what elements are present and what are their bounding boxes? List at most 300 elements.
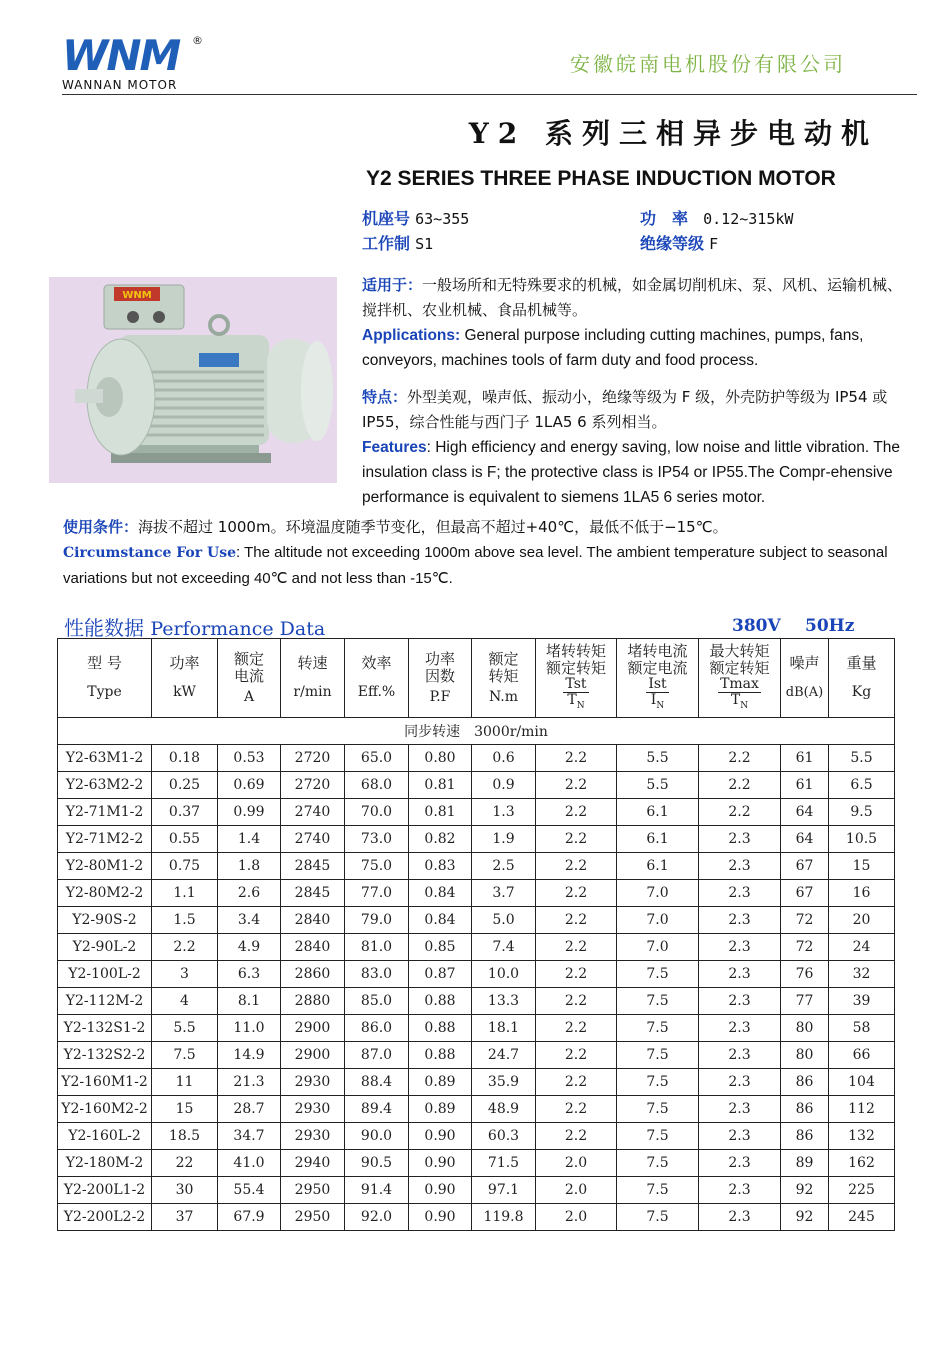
- table-header-row: [58, 639, 895, 718]
- cell-weight: 6.5: [829, 772, 895, 799]
- cell-noise: 80: [781, 1015, 829, 1042]
- cell-power: 0.18: [152, 745, 218, 772]
- col-tst-ratio: [563, 677, 588, 714]
- cell-pf: 0.90: [409, 1150, 472, 1177]
- cell-speed: 2950: [281, 1177, 345, 1204]
- cell-power: 0.55: [152, 826, 218, 853]
- cell-tmax: 2.2: [699, 772, 781, 799]
- cell-speed: 2840: [281, 907, 345, 934]
- cell-eff: 85.0: [345, 988, 409, 1015]
- table-row: [58, 907, 895, 934]
- cell-pf: 0.88: [409, 1042, 472, 1069]
- cell-speed: 2845: [281, 853, 345, 880]
- cell-torque: 60.3: [472, 1123, 536, 1150]
- cell-weight: 9.5: [829, 799, 895, 826]
- cell-type: Y2-63M1-2: [58, 745, 152, 772]
- spec-frame-value: 63~355: [415, 210, 470, 228]
- circumstance-en: [63, 540, 908, 591]
- cell-type: Y2-160M2-2: [58, 1096, 152, 1123]
- col-tst-cn: 堵转转矩额定转矩: [545, 641, 606, 677]
- table-row: [58, 745, 895, 772]
- cell-tst: 2.2: [536, 907, 617, 934]
- cell-eff: 91.4: [345, 1177, 409, 1204]
- col-tmax-den-letter: T: [730, 691, 741, 708]
- cell-tst: 2.2: [536, 745, 617, 772]
- col-torque-en: N.m: [488, 688, 519, 705]
- page-title-en: Y2 SERIES THREE PHASE INDUCTION MOTOR: [366, 167, 836, 190]
- cell-torque: 1.9: [472, 826, 536, 853]
- cell-ist: 7.5: [617, 1015, 699, 1042]
- cell-type: Y2-200L1-2: [58, 1177, 152, 1204]
- cell-power: 18.5: [152, 1123, 218, 1150]
- cell-pf: 0.90: [409, 1123, 472, 1150]
- cell-noise: 67: [781, 880, 829, 907]
- brand-logo: [62, 31, 212, 92]
- cell-tst: 2.2: [536, 934, 617, 961]
- cell-weight: 16: [829, 880, 895, 907]
- motor-photo: [49, 277, 337, 483]
- cell-pf: 0.83: [409, 853, 472, 880]
- features-cn: [362, 385, 912, 435]
- performance-table: [57, 638, 895, 1231]
- cell-ist: 7.5: [617, 1042, 699, 1069]
- cell-noise: 72: [781, 907, 829, 934]
- nameplate-text: WNM: [122, 290, 152, 301]
- cell-weight: 225: [829, 1177, 895, 1204]
- col-ist-num: Ist: [648, 675, 667, 692]
- cell-pf: 0.90: [409, 1204, 472, 1231]
- cell-power: 37: [152, 1204, 218, 1231]
- circumstance-cn-label: 使用条件：: [63, 518, 139, 536]
- cell-tmax: 2.3: [699, 1069, 781, 1096]
- cell-ist: 7.5: [617, 988, 699, 1015]
- col-tmax-cn: 最大转矩额定转矩: [709, 641, 770, 677]
- col-tmax-den-sub: N: [740, 700, 749, 711]
- cell-tst: 2.2: [536, 853, 617, 880]
- col-type-en: Type: [87, 684, 122, 700]
- cell-ist: 7.5: [617, 961, 699, 988]
- cell-power: 15: [152, 1096, 218, 1123]
- cell-speed: 2720: [281, 772, 345, 799]
- cell-tmax: 2.3: [699, 961, 781, 988]
- cell-pf: 0.84: [409, 880, 472, 907]
- cell-ist: 7.5: [617, 1150, 699, 1177]
- cell-ist: 7.0: [617, 934, 699, 961]
- table-row: [58, 880, 895, 907]
- cell-tst: 2.2: [536, 1069, 617, 1096]
- cell-weight: 24: [829, 934, 895, 961]
- features-cn-text: 外型美观，噪声低、振动小，绝缘等级为 F 级，外壳防护等级为 IP54 或 IP55，综合性能与西门子 1LA5 6 系列相当。: [362, 388, 888, 431]
- cell-eff: 88.4: [345, 1069, 409, 1096]
- cell-current: 8.1: [218, 988, 281, 1015]
- logo-subtitle: WANNAN MOTOR: [62, 78, 178, 92]
- cell-tst: 2.2: [536, 1015, 617, 1042]
- col-current-cn: 额定电流: [233, 649, 264, 685]
- cell-current: 34.7: [218, 1123, 281, 1150]
- cell-speed: 2860: [281, 961, 345, 988]
- col-power-cn: 功率: [169, 654, 200, 672]
- features-en-text: : High efficiency and energy saving, low noise and little vibration. The insulation class is F; the protective class is IP54 or IP55.The Compr-ehensive performance is equivalent to siemens 1LA5 6 series motor.: [362, 439, 900, 506]
- spec-duty: [362, 231, 433, 254]
- cell-pf: 0.88: [409, 1015, 472, 1042]
- registered-mark: ®: [192, 34, 203, 47]
- cell-tmax: 2.3: [699, 988, 781, 1015]
- col-pf-cn: 功率因数: [424, 649, 455, 685]
- col-speed-en: r/min: [293, 684, 332, 700]
- col-weight-cn: 重量: [846, 654, 877, 672]
- cell-type: Y2-132S1-2: [58, 1015, 152, 1042]
- cell-torque: 1.3: [472, 799, 536, 826]
- col-pf-en: P.F: [429, 688, 451, 705]
- page-title-cn: Y2 系列三相异步电动机: [468, 117, 878, 150]
- table-row: [58, 1123, 895, 1150]
- table-row: [58, 1096, 895, 1123]
- cell-noise: 72: [781, 934, 829, 961]
- cell-eff: 87.0: [345, 1042, 409, 1069]
- cell-current: 6.3: [218, 961, 281, 988]
- table-row: [58, 1015, 895, 1042]
- col-type-cn: 型 号: [87, 654, 122, 672]
- table-row: [58, 1042, 895, 1069]
- cell-current: 28.7: [218, 1096, 281, 1123]
- spec-duty-value: S1: [415, 235, 434, 253]
- col-torque-cn: 额定转矩: [488, 649, 519, 685]
- cell-speed: 2740: [281, 826, 345, 853]
- spec-insulation-value: F: [709, 235, 719, 253]
- col-current-en: A: [243, 688, 255, 705]
- performance-title-cn: 性能数据: [64, 616, 144, 640]
- applications-cn-label: 适用于：: [362, 276, 423, 294]
- cell-eff: 65.0: [345, 745, 409, 772]
- cell-type: Y2-80M2-2: [58, 880, 152, 907]
- cell-noise: 61: [781, 745, 829, 772]
- cell-speed: 2720: [281, 745, 345, 772]
- cell-ist: 7.5: [617, 1177, 699, 1204]
- cell-torque: 71.5: [472, 1150, 536, 1177]
- company-name: 安徽皖南电机股份有限公司: [570, 52, 846, 76]
- cell-tmax: 2.3: [699, 853, 781, 880]
- col-tmax-num: Tmax: [720, 675, 759, 692]
- cell-power: 11: [152, 1069, 218, 1096]
- spec-frame-label: 机座号: [362, 209, 411, 228]
- col-noise-cn: 噪声: [789, 654, 820, 672]
- cell-type: Y2-132S2-2: [58, 1042, 152, 1069]
- cell-speed: 2950: [281, 1204, 345, 1231]
- cell-torque: 18.1: [472, 1015, 536, 1042]
- features-en-label: Features: [362, 439, 427, 456]
- cell-tst: 2.2: [536, 1096, 617, 1123]
- cell-type: Y2-71M2-2: [58, 826, 152, 853]
- cell-current: 3.4: [218, 907, 281, 934]
- cell-current: 67.9: [218, 1204, 281, 1231]
- cell-current: 21.3: [218, 1069, 281, 1096]
- cell-pf: 0.87: [409, 961, 472, 988]
- col-tmax-ratio: [718, 677, 761, 714]
- cell-power: 1.5: [152, 907, 218, 934]
- cell-tst: 2.2: [536, 826, 617, 853]
- cell-eff: 73.0: [345, 826, 409, 853]
- cell-eff: 90.0: [345, 1123, 409, 1150]
- spec-power-value: 0.12~315kW: [703, 210, 794, 228]
- col-tmax-den: [718, 693, 761, 714]
- cell-tmax: 2.3: [699, 1123, 781, 1150]
- cell-ist: 7.0: [617, 907, 699, 934]
- cell-noise: 61: [781, 772, 829, 799]
- cell-noise: 86: [781, 1123, 829, 1150]
- cell-eff: 89.4: [345, 1096, 409, 1123]
- cell-current: 55.4: [218, 1177, 281, 1204]
- table-row: [58, 1150, 895, 1177]
- cell-current: 4.9: [218, 934, 281, 961]
- cell-tmax: 2.3: [699, 1204, 781, 1231]
- cell-eff: 75.0: [345, 853, 409, 880]
- cell-tst: 2.0: [536, 1177, 617, 1204]
- cell-tmax: 2.3: [699, 880, 781, 907]
- cell-weight: 66: [829, 1042, 895, 1069]
- col-ist-den-sub: N: [656, 700, 665, 711]
- cell-noise: 64: [781, 826, 829, 853]
- col-ist: [617, 639, 699, 718]
- cell-noise: 67: [781, 853, 829, 880]
- circumstance-en-text: : The altitude not exceeding 1000m above sea level. The ambient temperature subject to seasonal variations but not exceeding 40℃ and not less than -15℃.: [63, 544, 888, 587]
- cell-type: Y2-90L-2: [58, 934, 152, 961]
- col-tst: [536, 639, 617, 718]
- col-speed-cn: 转速: [297, 654, 328, 672]
- cell-speed: 2930: [281, 1069, 345, 1096]
- cell-pf: 0.81: [409, 772, 472, 799]
- cell-eff: 81.0: [345, 934, 409, 961]
- cell-noise: 92: [781, 1177, 829, 1204]
- cell-tst: 2.2: [536, 961, 617, 988]
- cell-pf: 0.81: [409, 799, 472, 826]
- cell-ist: 7.5: [617, 1123, 699, 1150]
- sync-speed-row: [58, 718, 895, 745]
- cell-torque: 0.6: [472, 745, 536, 772]
- cell-ist: 5.5: [617, 772, 699, 799]
- cell-eff: 90.5: [345, 1150, 409, 1177]
- cell-torque: 3.7: [472, 880, 536, 907]
- cell-speed: 2840: [281, 934, 345, 961]
- cell-weight: 5.5: [829, 745, 895, 772]
- col-ist-ratio: [646, 677, 668, 714]
- cell-ist: 6.1: [617, 853, 699, 880]
- cell-noise: 64: [781, 799, 829, 826]
- motor-illustration: [49, 277, 337, 483]
- cell-power: 1.1: [152, 880, 218, 907]
- cell-ist: 7.5: [617, 1096, 699, 1123]
- cell-ist: 7.5: [617, 1069, 699, 1096]
- cell-type: Y2-100L-2: [58, 961, 152, 988]
- logo-mark: WNM: [62, 31, 180, 80]
- cell-pf: 0.90: [409, 1177, 472, 1204]
- cell-tmax: 2.3: [699, 1150, 781, 1177]
- cell-current: 1.8: [218, 853, 281, 880]
- cell-tmax: 2.3: [699, 1096, 781, 1123]
- cell-tst: 2.2: [536, 799, 617, 826]
- cell-tmax: 2.3: [699, 1177, 781, 1204]
- cell-pf: 0.89: [409, 1069, 472, 1096]
- cell-eff: 70.0: [345, 799, 409, 826]
- col-eff: [345, 639, 409, 718]
- cell-torque: 97.1: [472, 1177, 536, 1204]
- col-torque: [472, 639, 536, 718]
- cell-current: 0.53: [218, 745, 281, 772]
- cell-weight: 58: [829, 1015, 895, 1042]
- cell-torque: 48.9: [472, 1096, 536, 1123]
- col-speed: [281, 639, 345, 718]
- spec-power-label: 功 率: [640, 209, 689, 228]
- cell-tst: 2.2: [536, 880, 617, 907]
- cell-eff: 83.0: [345, 961, 409, 988]
- col-ist-cn: 堵转电流额定电流: [627, 641, 688, 677]
- cell-torque: 10.0: [472, 961, 536, 988]
- cell-type: Y2-80M1-2: [58, 853, 152, 880]
- spec-power: [640, 206, 793, 229]
- col-noise-en: dB(A): [785, 685, 824, 700]
- table-row: [58, 772, 895, 799]
- cell-type: Y2-90S-2: [58, 907, 152, 934]
- cell-power: 4: [152, 988, 218, 1015]
- cell-speed: 2930: [281, 1123, 345, 1150]
- cell-noise: 86: [781, 1096, 829, 1123]
- cell-power: 7.5: [152, 1042, 218, 1069]
- cell-eff: 68.0: [345, 772, 409, 799]
- cell-current: 2.6: [218, 880, 281, 907]
- cell-torque: 2.5: [472, 853, 536, 880]
- cell-speed: 2930: [281, 1096, 345, 1123]
- col-type: [58, 639, 152, 718]
- col-ist-den: [646, 693, 668, 714]
- cell-eff: 77.0: [345, 880, 409, 907]
- table-row: [58, 1177, 895, 1204]
- cell-power: 0.25: [152, 772, 218, 799]
- spec-duty-label: 工作制: [362, 234, 411, 253]
- cell-tst: 2.2: [536, 1123, 617, 1150]
- cell-noise: 92: [781, 1204, 829, 1231]
- performance-voltage: 380V: [732, 616, 781, 636]
- circumstance-en-label: Circumstance For Use: [63, 545, 237, 561]
- cell-current: 41.0: [218, 1150, 281, 1177]
- applications-cn-text: 一般场所和无特殊要求的机械，如金属切削机床、泵、风机、运输机械、搅拌机、农业机械、食品机械等。: [362, 276, 903, 319]
- cell-ist: 5.5: [617, 745, 699, 772]
- cell-speed: 2880: [281, 988, 345, 1015]
- cell-tst: 2.2: [536, 772, 617, 799]
- features-en: [362, 435, 912, 510]
- cell-current: 11.0: [218, 1015, 281, 1042]
- cell-ist: 7.5: [617, 1204, 699, 1231]
- cell-weight: 132: [829, 1123, 895, 1150]
- cell-weight: 10.5: [829, 826, 895, 853]
- cell-weight: 20: [829, 907, 895, 934]
- cell-eff: 92.0: [345, 1204, 409, 1231]
- cell-weight: 104: [829, 1069, 895, 1096]
- cell-tst: 2.0: [536, 1204, 617, 1231]
- col-tst-den-letter: T: [567, 691, 577, 708]
- cell-type: Y2-180M-2: [58, 1150, 152, 1177]
- cell-speed: 2845: [281, 880, 345, 907]
- cell-pf: 0.85: [409, 934, 472, 961]
- cell-pf: 0.80: [409, 745, 472, 772]
- cell-current: 0.69: [218, 772, 281, 799]
- table-row: [58, 961, 895, 988]
- applications-en: [362, 323, 912, 373]
- cell-torque: 24.7: [472, 1042, 536, 1069]
- cell-speed: 2900: [281, 1015, 345, 1042]
- cell-tst: 2.2: [536, 988, 617, 1015]
- cell-speed: 2900: [281, 1042, 345, 1069]
- cell-tmax: 2.3: [699, 1042, 781, 1069]
- table-row: [58, 988, 895, 1015]
- cell-noise: 76: [781, 961, 829, 988]
- table-row: [58, 1204, 895, 1231]
- spec-frame: [362, 206, 469, 229]
- table-row: [58, 934, 895, 961]
- cell-ist: 6.1: [617, 826, 699, 853]
- cell-tmax: 2.2: [699, 745, 781, 772]
- col-weight-en: Kg: [851, 684, 872, 700]
- cell-type: Y2-63M2-2: [58, 772, 152, 799]
- col-tst-den: [563, 693, 588, 714]
- cell-type: Y2-160L-2: [58, 1123, 152, 1150]
- cell-current: 0.99: [218, 799, 281, 826]
- circumstance-cn: [63, 515, 908, 540]
- cell-torque: 13.3: [472, 988, 536, 1015]
- cell-power: 30: [152, 1177, 218, 1204]
- features-cn-label: 特点：: [362, 388, 408, 406]
- table-row: [58, 1069, 895, 1096]
- cell-power: 2.2: [152, 934, 218, 961]
- cell-tst: 2.2: [536, 1042, 617, 1069]
- col-tmax: [699, 639, 781, 718]
- cell-power: 0.37: [152, 799, 218, 826]
- cell-noise: 80: [781, 1042, 829, 1069]
- cell-power: 3: [152, 961, 218, 988]
- cell-speed: 2940: [281, 1150, 345, 1177]
- col-ist-den-letter: I: [650, 691, 657, 708]
- cell-noise: 77: [781, 988, 829, 1015]
- col-eff-cn: 效率: [361, 654, 392, 672]
- cell-noise: 89: [781, 1150, 829, 1177]
- cell-current: 1.4: [218, 826, 281, 853]
- cell-type: Y2-112M-2: [58, 988, 152, 1015]
- col-tst-den-sub: N: [576, 700, 585, 711]
- col-pf: [409, 639, 472, 718]
- table-row: [58, 799, 895, 826]
- cell-speed: 2740: [281, 799, 345, 826]
- cell-weight: 245: [829, 1204, 895, 1231]
- table-row: [58, 826, 895, 853]
- col-power-en: kW: [173, 684, 196, 700]
- cell-pf: 0.89: [409, 1096, 472, 1123]
- cell-tst: 2.0: [536, 1150, 617, 1177]
- cell-tmax: 2.3: [699, 826, 781, 853]
- cell-noise: 86: [781, 1069, 829, 1096]
- col-eff-en: Eff.%: [357, 684, 396, 700]
- col-tst-num: Tst: [565, 675, 587, 692]
- cell-weight: 162: [829, 1150, 895, 1177]
- cell-torque: 5.0: [472, 907, 536, 934]
- cell-type: Y2-160M1-2: [58, 1069, 152, 1096]
- cell-pf: 0.84: [409, 907, 472, 934]
- col-power: [152, 639, 218, 718]
- performance-title: [64, 612, 325, 641]
- col-weight: [829, 639, 895, 718]
- cell-weight: 32: [829, 961, 895, 988]
- cell-power: 22: [152, 1150, 218, 1177]
- cell-weight: 39: [829, 988, 895, 1015]
- table-row: [58, 853, 895, 880]
- cell-eff: 79.0: [345, 907, 409, 934]
